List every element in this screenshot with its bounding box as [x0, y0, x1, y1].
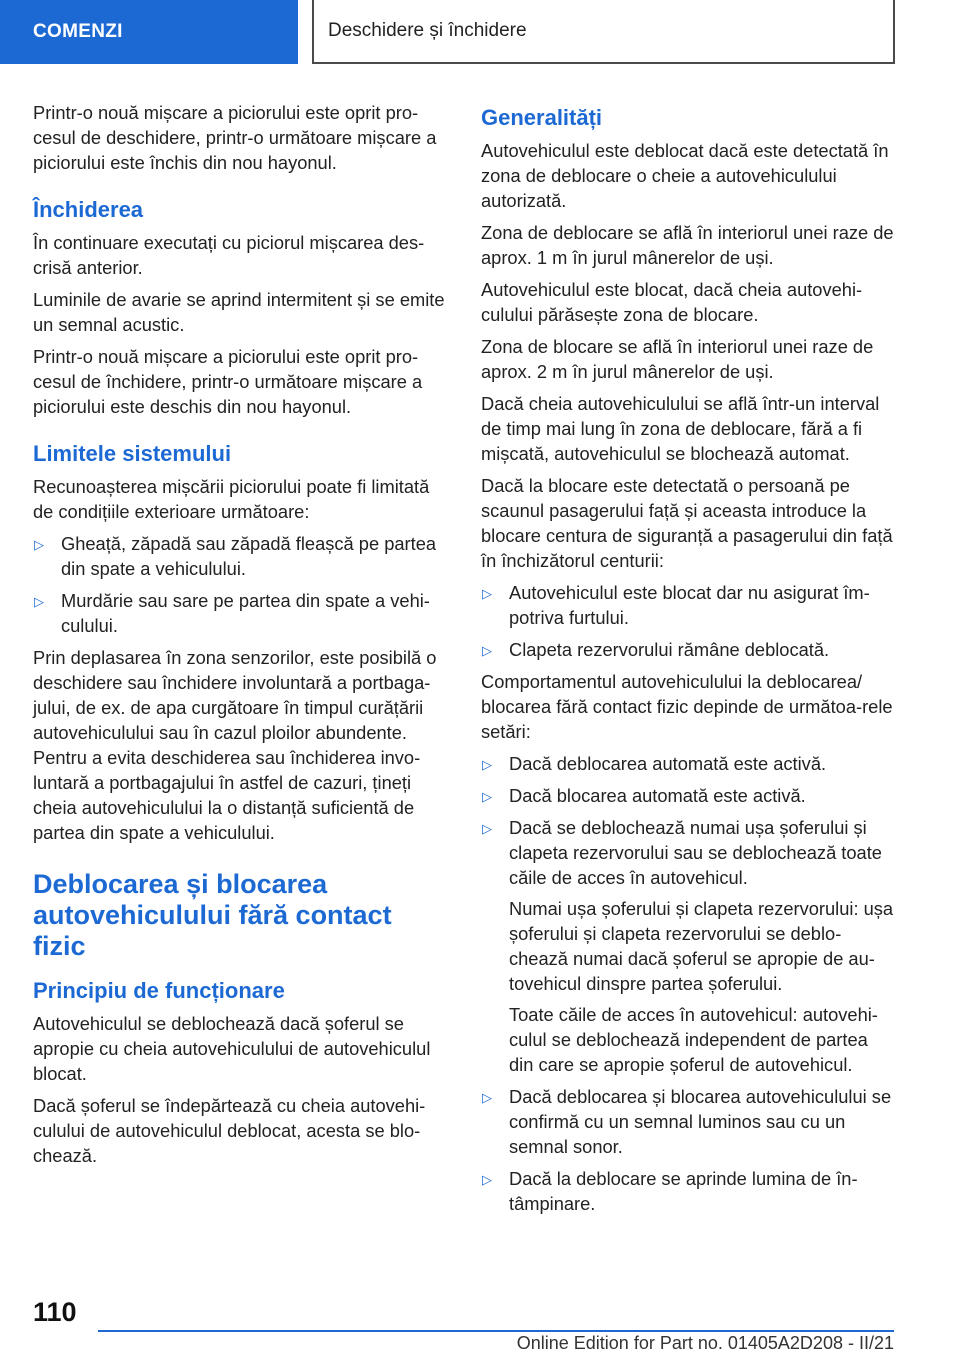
page-number: 110 [33, 1297, 77, 1327]
heading-inchiderea: Închiderea [33, 197, 144, 222]
triangle-bullet-icon: ▷ [482, 789, 492, 804]
header-section-tab [0, 0, 298, 64]
heading-deblocarea-blocarea: Deblocarea și blocarea autovehiculului fără contact fizic [33, 869, 392, 961]
list-item-text: Murdărie sau sare pe partea din spate a vehi-culului. [61, 590, 430, 636]
heading-limitele-sistemului: Limitele sistemului [33, 441, 232, 466]
triangle-bullet-icon: ▷ [34, 594, 44, 609]
triangle-bullet-icon: ▷ [482, 757, 492, 772]
paragraph: Luminile de avarie se aprind intermitent și se emite un semnal acustic. [33, 289, 445, 335]
paragraph: În continuare executați cu piciorul mișcarea des-crisă anterior. [33, 232, 425, 278]
list-item-text: Clapeta rezervorului rămâne deblocată. [509, 639, 830, 660]
paragraph: Dacă la blocare este detectată o persoană pe scaunul pasagerului față și aceasta introduce la blocare centura de siguranță a pasagerului din față în închizătorul centurii: [481, 475, 893, 571]
list-item [481, 815, 896, 1077]
right-column [481, 100, 896, 1223]
footer-divider [98, 1330, 894, 1332]
paragraph: Prin deplasarea în zona senzorilor, este posibilă o deschidere sau închidere involuntară a portbaga-jului, de ex. de apa curgătoare în timpul curățării autovehiculului sau în cazul ploilor abundente. Pentru a evita deschiderea sau închiderea invo-luntară a portbagajului în astfel de cazuri, țineți cheia autovehiculului la o distanță suficientă de partea din spate a vehiculului. [33, 647, 437, 843]
list-item-text: Dacă se deblochează numai ușa șoferului și clapeta rezervorului sau se deblochează toate căile de acces în autovehicul. [509, 817, 882, 888]
paragraph: Zona de deblocare se află în interiorul unei raze de aprox. 1 m în jurul mânerelor de uși. [481, 222, 894, 268]
paragraph: Autovehiculul se deblochează dacă șoferul se apropie cu cheia autovehiculului de autovehiculul blocat. [33, 1013, 431, 1084]
bullet-list [481, 580, 896, 662]
list-item [481, 637, 896, 662]
triangle-bullet-icon: ▷ [482, 1172, 492, 1187]
paragraph: Zona de blocare se află în interiorul unei raze de aprox. 2 m în jurul mânerelor de uși. [481, 336, 874, 382]
paragraph: Autovehiculul este deblocat dacă este detectată în zona de deblocare o cheie a autovehiculului autorizată. [481, 140, 889, 211]
list-item-text: Dacă la deblocare se aprinde lumina de în-tâmpinare. [509, 1168, 858, 1214]
triangle-bullet-icon: ▷ [482, 586, 492, 601]
list-item-text: Dacă deblocarea automată este activă. [509, 753, 827, 774]
paragraph: Dacă șoferul se îndepărtează cu cheia autovehi-culului de autovehiculul deblocat, acesta se blo-chează. [33, 1095, 426, 1166]
triangle-bullet-icon: ▷ [34, 537, 44, 552]
list-item-text: Gheață, zăpadă sau zăpadă fleașcă pe partea din spate a vehiculului. [61, 533, 437, 579]
list-item-text: Autovehiculul este blocat dar nu asigurat îm-potriva furtului. [509, 582, 870, 628]
paragraph: Comportamentul autovehiculului la deblocarea/ blocarea fără contact fizic depinde de următoa-rele setări: [481, 671, 893, 742]
header-topic-box [312, 0, 895, 64]
heading-generalitati: Generalități [481, 105, 603, 130]
paragraph: Printr-o nouă mișcare a piciorului este oprit pro-cesul de închidere, printr-o următoare mișcare a piciorului este deschis din nou hayonul. [33, 346, 423, 417]
triangle-bullet-icon: ▷ [482, 643, 492, 658]
left-column [33, 100, 448, 1175]
list-item [33, 588, 448, 638]
heading-principiu: Principiu de funcționare [33, 978, 285, 1003]
sub-paragraph: Numai ușa șoferului și clapeta rezervorului: ușa șoferului și clapeta rezervorului se deblo-chează numai dacă șoferul se apropie de au-tovehicul dinspre partea șoferului. [509, 898, 894, 994]
bullet-list [33, 531, 448, 638]
list-item [481, 751, 896, 776]
paragraph: Printr-o nouă mișcare a piciorului este oprit pro-cesul de deschidere, printr-o următoare mișcare a piciorului este închis din nou hayonul. [33, 102, 437, 173]
paragraph: Autovehiculul este blocat, dacă cheia autovehi-culului părăsește zona de blocare. [481, 279, 863, 325]
header-section-label: COMENZI [33, 21, 123, 42]
list-item [481, 1084, 896, 1159]
paragraph: Recunoașterea mișcării piciorului poate fi limitată de condițiile exterioare următoare: [33, 476, 430, 522]
list-item [33, 531, 448, 581]
sub-paragraph: Toate căile de acces în autovehicul: autovehi-culul se deblochează independent de partea din care se apropie șoferul de autovehicul. [509, 1004, 878, 1075]
list-item-text: Dacă deblocarea și blocarea autovehiculului se confirmă cu un semnal luminos sau cu un semnal sonor. [509, 1086, 892, 1157]
list-item-text: Dacă blocarea automată este activă. [509, 785, 806, 806]
list-item [481, 783, 896, 808]
header-topic-label: Deschidere și închidere [328, 20, 527, 41]
list-item [481, 580, 896, 630]
bullet-list [481, 751, 896, 1216]
footer-edition: Online Edition for Part no. 01405A2D208 - II/21 [516, 1333, 894, 1353]
paragraph: Dacă cheia autovehiculului se află într-un interval de timp mai lung în zona de deblocare, fără a fi mișcată, autovehiculul se blochează automat. [481, 393, 880, 464]
triangle-bullet-icon: ▷ [482, 821, 492, 836]
triangle-bullet-icon: ▷ [482, 1090, 492, 1105]
list-item [481, 1166, 896, 1216]
